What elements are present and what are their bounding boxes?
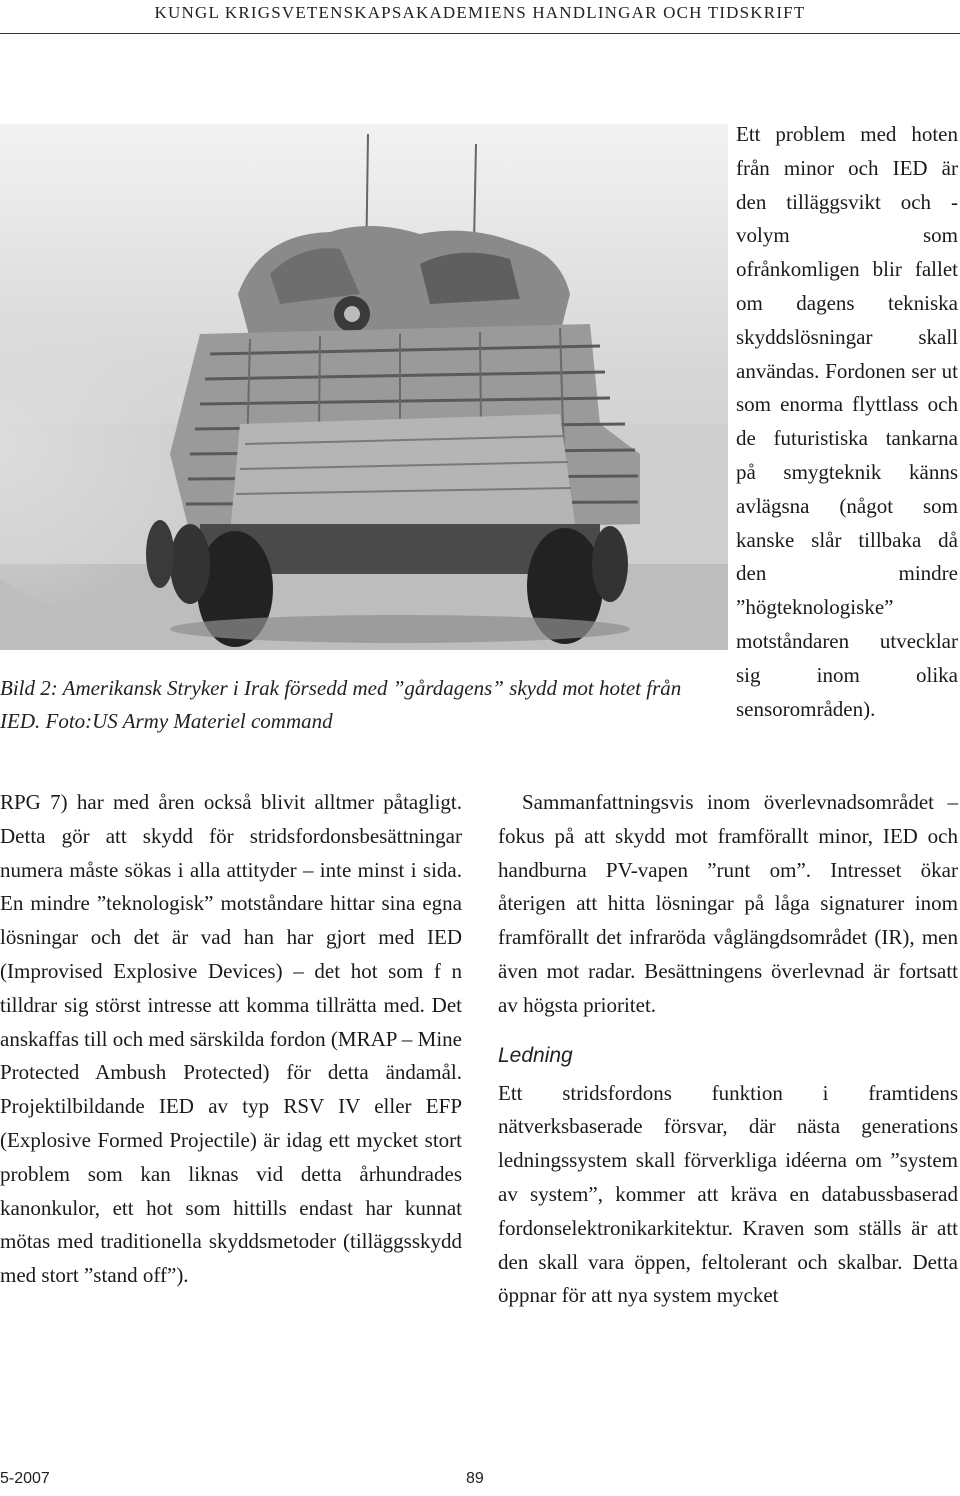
page-number: 89 [466, 1470, 484, 1487]
ledning-paragraph: Ett stridsfordons funktion i framtidens nätverksbaserade försvar, där nästa generations ledningssystem skall förverkliga idéerna om ”system av system”, kommer att kräva en databussbaserad fordonselektronikarkitektur. Kraven som ställs är att den skall vara öppen, feltolerant och skalbar. Detta öppnar för att nya system mycket [498, 1080, 958, 1308]
right-top-paragraph: Ett problem med hoten från minor och IED är den tilläggsvikt och -volym som ofrånkomligen blir fallet om dagens tekniska skyddslösningar skall användas. Fordonen ser ut som enorma flyttlass och de futuristiska tankarna på smygteknik känns avlägsna (något som kanske slår tillbaka då den mindre ”högteknologiske” motståndaren utvecklar sig inom olika sensorområden). [736, 122, 958, 721]
header-divider [0, 33, 960, 34]
left-column [0, 786, 462, 1293]
right-column [498, 786, 958, 1313]
summary-paragraph: Sammanfattningsvis inom överlevnadsområdet – fokus på att skydd mot framförallt minor, IED och handburna PV-vapen ”runt om”. Intresset ökar återigen att hitta lösningar på låga signaturer inom framförallt det infraröda våglängdsområdet (IR), men även mot radar. Besättningens överlevnad är fortsatt av högsta prioritet. [498, 790, 958, 1017]
stryker-vehicle-photo [0, 124, 728, 650]
right-top-column [736, 118, 958, 726]
journal-header: KUNGL KRIGSVETENSKAPSAKADEMIENS HANDLINGAR OCH TIDSKRIFT [154, 3, 806, 22]
section-heading-ledning: Ledning [498, 1043, 573, 1067]
issue-label: 5-2007 [0, 1470, 50, 1487]
figure-caption: Bild 2: Amerikansk Stryker i Irak försedd med ”gårdagens” skydd mot hotet från IED. Foto:US Army Materiel command [0, 676, 682, 733]
left-column-paragraph: RPG 7) har med åren också blivit alltmer påtagligt. Detta gör att skydd för stridsfordonsbesättningar numera måste sökas i alla attityder – inte minst i sida. En mindre ”teknologisk” motståndare hittar sina egna lösningar och det är vad han har gjort med IED (Improvised Explosive Devices) – det hot som f n tilldrar sig störst intresse att komma tillrätta med. Det anskaffas till och med särskilda fordon (MRAP – Mine Protected Ambush Protected) för detta ändamål. Projektilbildande IED av typ RSV IV eller EFP (Explosive Formed Projectile) är idag ett mycket stort problem som kan liknas vid detta århundrades kanonkulor, ett hot som hittills endast har kunnat mötas med traditionella skyddsmetoder (tilläggsskydd med stort ”stand off”). [0, 790, 462, 1288]
